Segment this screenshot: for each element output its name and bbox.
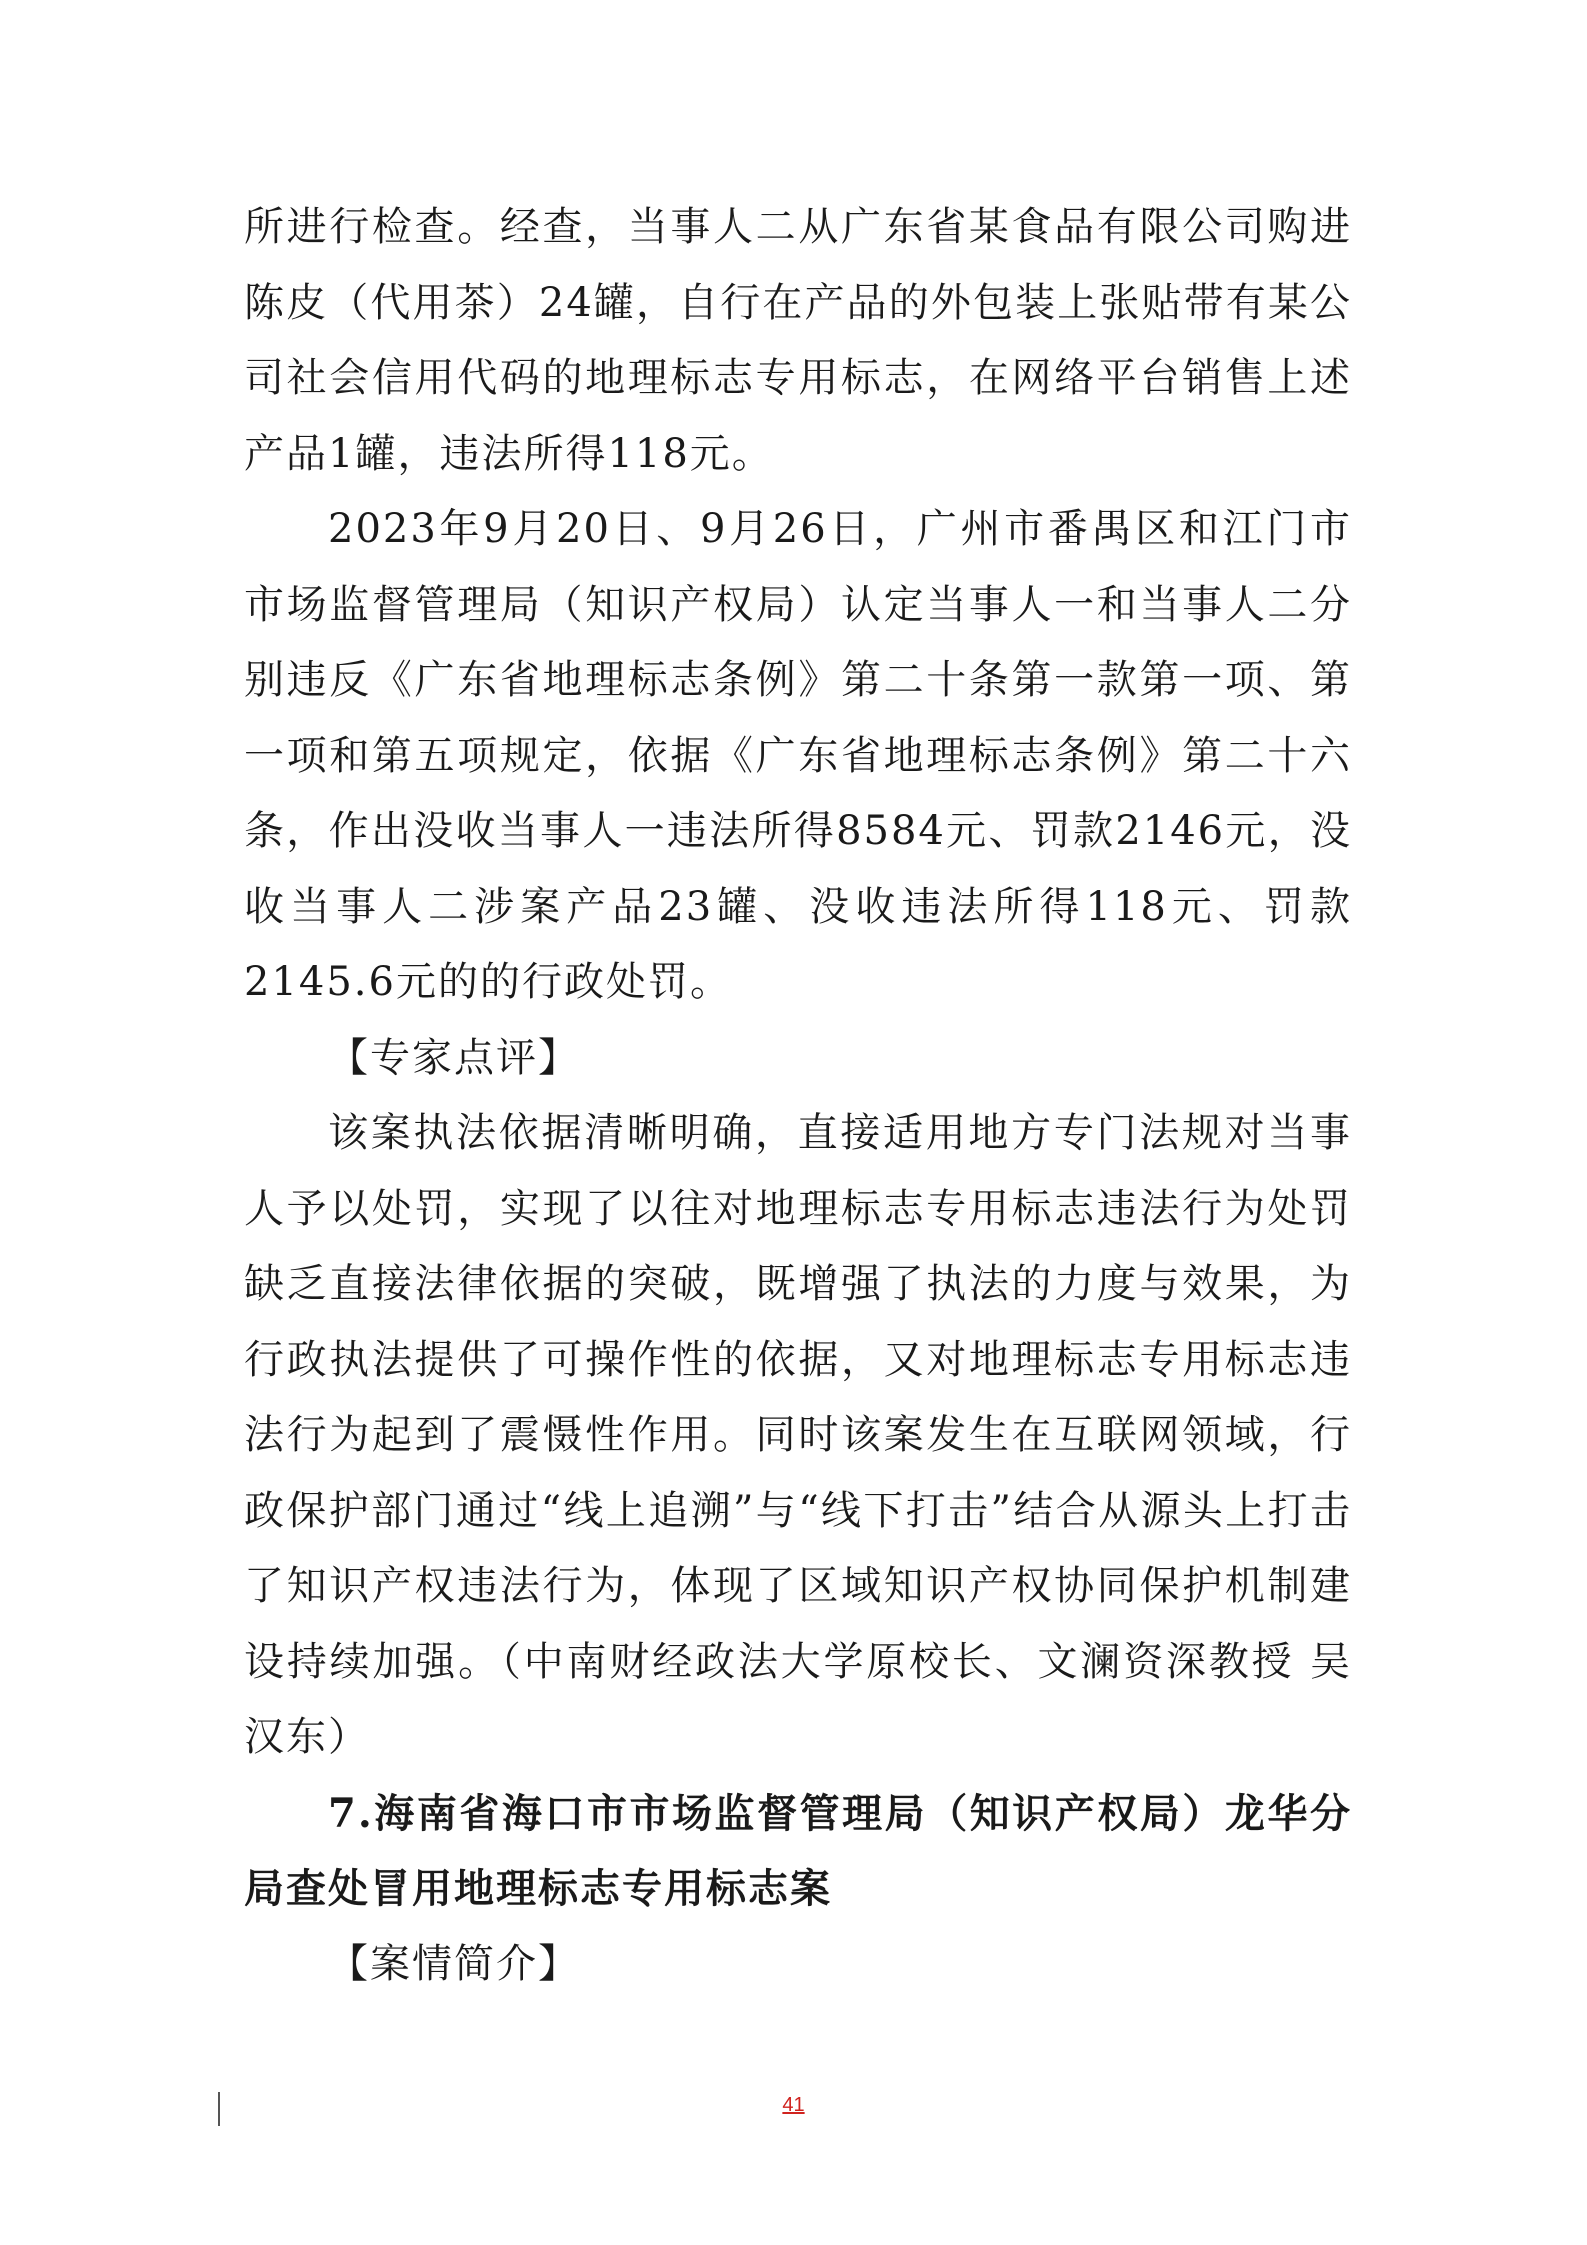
case-summary-label: 【案情简介】	[328, 1940, 580, 1987]
page-footer	[0, 2094, 1587, 2117]
paragraph-expert-comment: 该案执法依据清晰明确，直接适用地方专门法规对当事人予以处罚，实现了以往对地理标志专用标志违法行为处罚缺乏直接法律依据的突破，既增强了执法的力度与效果，为行政执法提供了可操作性的依据，又对地理标志专用标志违法行为起到了震慑性作用。同时该案发生在互联网领域，行政保护部门通过“线上追溯”与“线下打击”结合从源头上打击了知识产权违法行为，体现了区域知识产权协同保护机制建设持续加强。（中南财经政法大学原校长、文澜资深教授 吴汉东）	[244, 1110, 1352, 1760]
page-number: 41	[782, 2094, 805, 2116]
case-heading: 7.海南省海口市市场监督管理局（知识产权局）龙华分局查处冒用地理标志专用标志案	[244, 1789, 1352, 1912]
expert-comment-label: 【专家点评】	[328, 1034, 580, 1081]
paragraph-penalty-decision: 2023年9月20日、9月26日，广州市番禺区和江门市市场监督管理局（知识产权局）认定当事人一和当事人二分别违反《广东省地理标志条例》第二十条第一款第一项、第一项和第五项规定，依据《广东省地理标志条例》第二十六条，作出没收当事人一违法所得8584元、罚款2146元，没收当事人二涉案产品23罐、没收违法所得118元、罚款2145.6元的的行政处罚。	[244, 506, 1352, 1005]
paragraph-inspection-findings: 所进行检查。经查，当事人二从广东省某食品有限公司购进陈皮（代用茶）24罐，自行在产品的外包装上张贴带有某公司社会信用代码的地理标志专用标志，在网络平台销售上述产品1罐，违法所得118元。	[244, 204, 1352, 477]
page-content	[244, 190, 1352, 2002]
